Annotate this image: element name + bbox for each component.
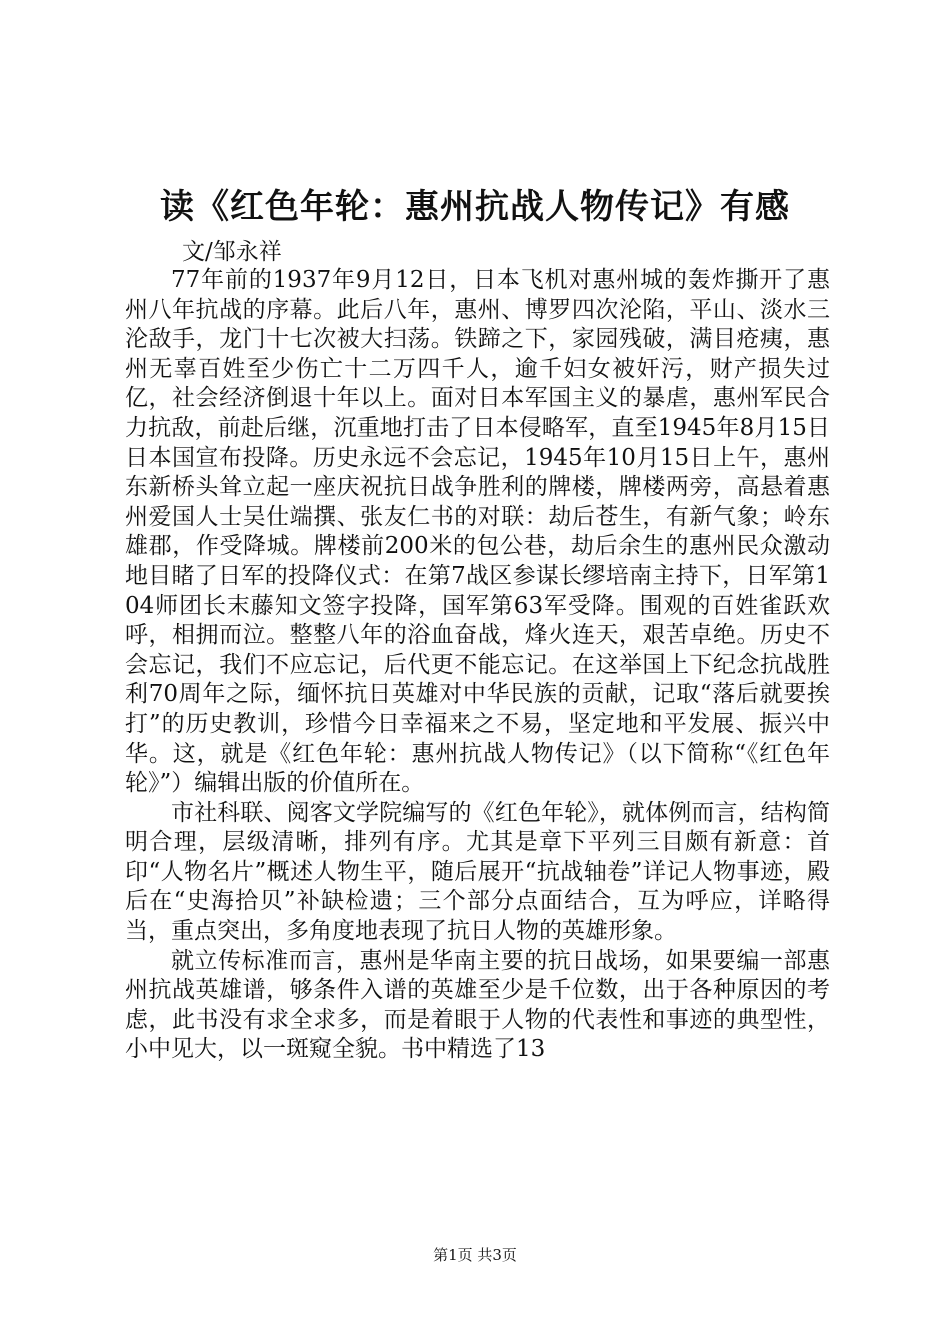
- paragraph-1: 77年前的1937年9月12日，日本飞机对惠州城的轰炸撕开了惠州八年抗战的序幕。此后八年，惠州、博罗四次沦陷，平山、淡水三沦敌手，龙门十七次被大扫荡。铁蹄之下，家园残破，满目疮痍，惠州无辜百姓至少伤亡十二万四千人，逾千妇女被奸污，财产损失过亿，社会经济倒退十年以上。面对日本军国主义的暴虐，惠州军民合力抗敌，前赴后继，沉重地打击了日本侵略军，直至1945年8月15日日本国宣布投降。历史永远不会忘记，1945年10月15日上午，惠州东新桥头耸立起一座庆祝抗日战争胜利的牌楼，牌楼两旁，高悬着惠州爱国人士吴仕端撰、张友仁书的对联：劫后苍生，有新气象；岭东雄郡，作受降城。牌楼前200米的包公巷，劫后余生的惠州民众激动地目睹了日军的投降仪式：在第7战区参谋长缪培南主持下，日军第104师团长末藤知文签字投降，国军第63军受降。围观的百姓雀跃欢呼，相拥而泣。整整八年的浴血奋战，烽火连天，艰苦卓绝。历史不会忘记，我们不应忘记，后代更不能忘记。在这举国上下纪念抗战胜利70周年之际，缅怀抗日英雄对中华民族的贡献，记取“落后就要挨打”的历史教训，珍惜今日幸福来之不易，坚定地和平发展、振兴中华。这，就是《红色年轮：惠州抗战人物传记》（以下简称“《红色年轮》”）编辑出版的价值所在。: [125, 267, 830, 797]
- document-title: 读《红色年轮：惠州抗战人物传记》有感: [160, 187, 790, 227]
- paragraph-2: 市社科联、阅客文学院编写的《红色年轮》，就体例而言，结构简明合理，层级清晰，排列有序。尤其是章下平列三目颇有新意：首印“人物名片”概述人物生平，随后展开“抗战轴卷”详记人物事迹，殿后在“史海拾贝”补缺检遗；三个部分点面结合，互为呼应，详略得当，重点突出，多角度地表现了抗日人物的英雄形象。: [125, 799, 830, 945]
- page-footer: 第1页 共3页: [433, 1246, 517, 1264]
- document-body: [125, 266, 830, 1065]
- author-line: 文/邹永祥: [182, 239, 282, 265]
- paragraph-3: 就立传标准而言，惠州是华南主要的抗日战场，如果要编一部惠州抗战英雄谱，够条件入谱的英雄至少是千位数，出于各种原因的考虑，此书没有求全求多，而是着眼于人物的代表性和事迹的典型性，小中见大，以一斑窥全貌。书中精选了13: [125, 947, 830, 1063]
